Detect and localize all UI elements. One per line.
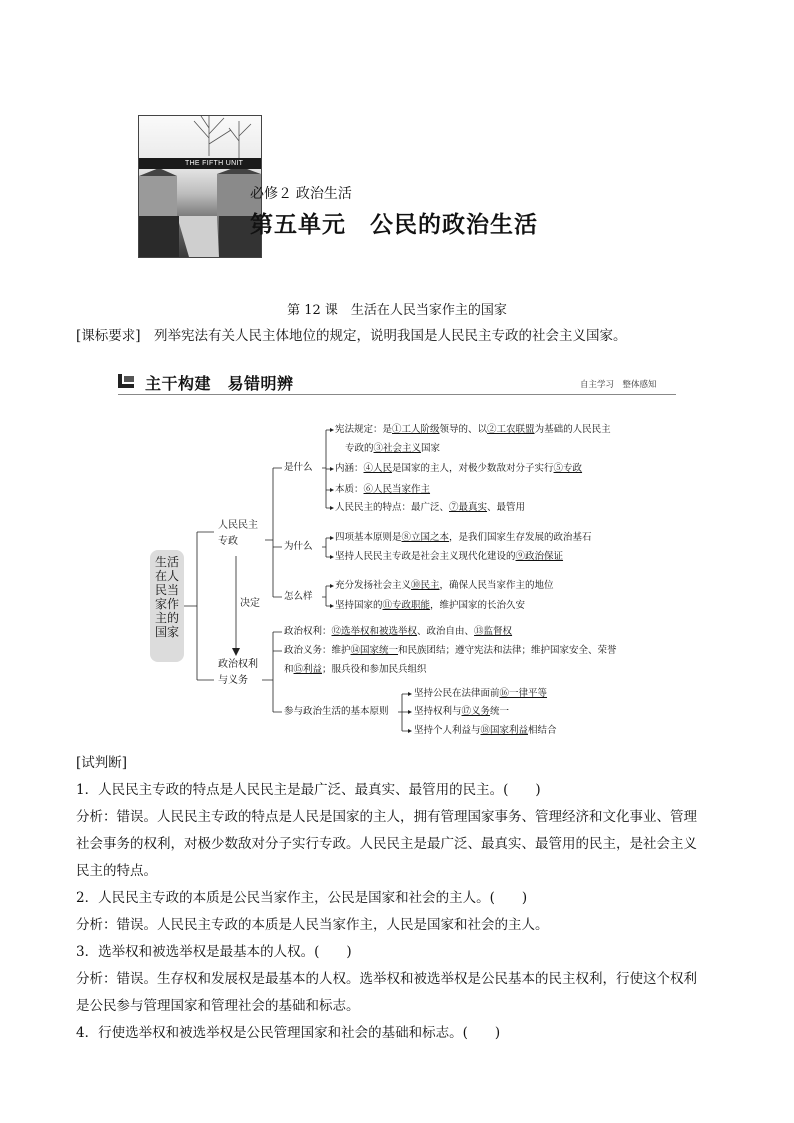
leaf-dictatorship-function: 坚持国家的⑪专政职能，维护国家的长治久安 (335, 600, 526, 611)
leaf-political-duties-cont: 和⑮利益；服兵役和参加民兵组织 (284, 664, 427, 675)
node-what: 是什么 (284, 462, 313, 473)
leaf-guarantee: 坚持人民民主专政是社会主义现代化建设的⑨政治保证 (335, 551, 564, 562)
photo-caption: THE FIFTH UNIT (185, 160, 244, 167)
leaf-democracy: 充分发扬社会主义⑩民主，确保人民当家作主的地位 (335, 580, 554, 591)
leaf-features: 人民民主的特点：最广泛、⑦最真实、最管用 (335, 502, 526, 513)
branch-political-rights: 政治权利与义务 (218, 659, 258, 686)
quiz-line: 是公民参与管理国家和管理社会的基础和标志。 (76, 998, 360, 1014)
leaf-constitution-cont: 专政的③社会主义国家 (345, 443, 441, 454)
quiz-line: 4．行使选举权和被选举权是公民管理国家和社会的基础和标志。( ) (76, 1025, 501, 1041)
quiz-line: 2．人民民主专政的本质是公民当家作主，公民是国家和社会的主人。( ) (76, 890, 528, 906)
leaf-four-principles: 四项基本原则是⑧立国之本，是我们国家生存发展的政治基石 (335, 532, 592, 543)
section-title: 主干构建 易错明辨 (145, 374, 294, 393)
leaf-political-rights: 政治权利：⑫选举权和被选举权、政治自由、⑬监督权 (284, 626, 513, 637)
unit-title: 第五单元 公民的政治生活 (250, 212, 538, 238)
quiz-line: 民主的特点。 (76, 863, 157, 879)
branch-people-dictatorship: 人民民主专政 (218, 520, 258, 547)
quiz-line: 分析：错误。人民民主专政的特点是人民是国家的主人，拥有管理国家事务、管理经济和文化事业、管理 (76, 809, 697, 825)
quiz-line: 社会事务的权利，对极少数敌对分子实行专政。人民民主是最广泛、最真实、最管用的民主，是社会主义 (76, 836, 697, 852)
quiz-line: 1．人民民主专政的特点是人民民主是最广泛、最真实、最管用的民主。( ) (76, 782, 541, 798)
leaf-rights-duties: 坚持权利与⑰义务统一 (414, 706, 510, 717)
leaf-essence: 本质：⑥人民当家作主 (335, 484, 431, 495)
node-basic-principles: 参与政治生活的基本原则 (284, 706, 389, 717)
quiz-line: 分析：错误。生存权和发展权是最基本的人权。选举权和被选举权是公民基本的民主权利，行使这个权利 (76, 971, 697, 987)
leaf-constitution: 宪法规定：是①工人阶级领导的、以②工农联盟为基础的人民民主 (335, 424, 611, 435)
requirement-tag: [课标要求] (76, 328, 141, 344)
node-how: 怎么样 (284, 591, 313, 602)
leaf-interests: 坚持个人利益与⑱国家利益相结合 (414, 725, 557, 736)
quiz-line: 分析：错误。人民民主专政的本质是人民当家作主，人民是国家和社会的主人。 (76, 917, 549, 933)
requirement-text: 列举宪法有关人民主体地位的规定，说明我国是人民民主专政的社会主义国家。 (154, 328, 627, 344)
section-tag: 自主学习 整体感知 (580, 379, 657, 389)
volume-subtitle: 必修２ 政治生活 (250, 185, 352, 201)
decide-label: 决定 (240, 598, 260, 609)
quiz-heading: [试判断] (76, 755, 128, 771)
lesson-title: 第 12 课 生活在人民当家作主的国家 (287, 303, 507, 318)
leaf-equality: 坚持公民在法律面前⑯一律平等 (414, 688, 548, 699)
node-why: 为什么 (284, 541, 313, 552)
leaf-connotation: 内涵：④人民是国家的主人，对极少数敌对分子实行⑤专政 (335, 463, 583, 474)
mindmap-root: 生活在人民当家作主的国家 (154, 555, 179, 639)
quiz-line: 3．选举权和被选举权是最基本的人权。( ) (76, 944, 352, 960)
leaf-political-duties: 政治义务：维护⑭国家统一和民族团结；遵守宪法和法律；维护国家安全、荣誉 (284, 645, 617, 656)
